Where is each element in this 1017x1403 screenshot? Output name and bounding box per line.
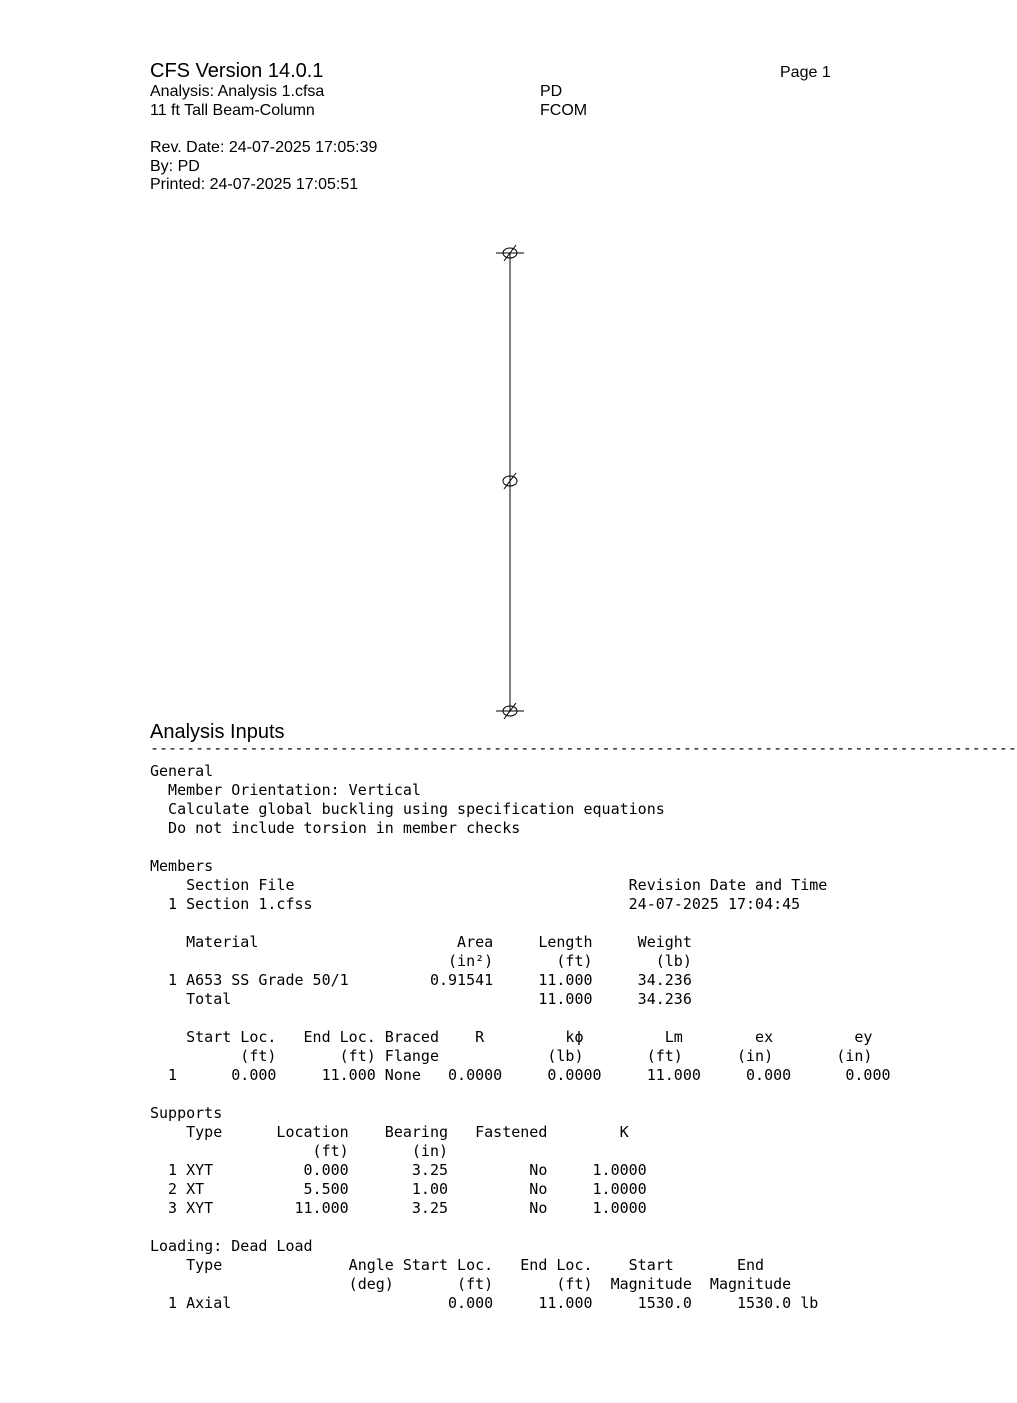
report-line: 1 XYT 0.000 3.25 No 1.0000 (150, 1161, 647, 1179)
report-line: 1 A653 SS Grade 50/1 0.91541 11.000 34.236 (150, 971, 692, 989)
report-line: Member Orientation: Vertical (150, 781, 421, 799)
model-description: 11 ft Tall Beam-Column (150, 102, 315, 119)
report-line: 1 Axial 0.000 11.000 1530.0 1530.0 lb (150, 1294, 819, 1312)
report-line: (in²) (ft) (lb) (150, 952, 692, 970)
report-line: (ft) (ft) Flange (lb) (ft) (in) (in) (150, 1047, 873, 1065)
report-line: Start Loc. End Loc. Braced R kϕ Lm ex ey (150, 1028, 873, 1046)
report-line: Calculate global buckling using specification equations (150, 800, 665, 818)
report-line: Loading: Dead Load (150, 1237, 313, 1255)
member-diagram (480, 235, 540, 725)
company-name: PD (540, 83, 563, 100)
report-line: General (150, 762, 214, 780)
report-line: 1 Section 1.cfss 24-07-2025 17:04:45 (150, 895, 801, 913)
program-version: CFS Version 14.0.1 (150, 60, 324, 82)
analysis-file: Analysis: Analysis 1.cfsa (150, 83, 325, 100)
report-line: 2 XT 5.500 1.00 No 1.0000 (150, 1180, 647, 1198)
report-line: Supports (150, 1104, 223, 1122)
section-rule: ------------------------------------------------------------------------------------------------ (150, 739, 1017, 757)
section-title: Analysis Inputs (150, 721, 285, 743)
report-line: (deg) (ft) (ft) Magnitude Magnitude (150, 1275, 792, 1293)
report-line: Section File Revision Date and Time (150, 876, 828, 894)
report-line: 1 0.000 11.000 None 0.0000 0.0000 11.000 0.000 0.000 (150, 1066, 891, 1084)
revision-date: Rev. Date: 24-07-2025 17:05:39 (150, 139, 378, 156)
page-number: Page 1 (780, 64, 831, 81)
report-line: Members (150, 857, 214, 875)
report-line: Type Location Bearing Fastened K (150, 1123, 629, 1141)
report-line: Do not include torsion in member checks (150, 819, 521, 837)
author: By: PD (150, 158, 200, 175)
report-line: (ft) (in) (150, 1142, 449, 1160)
report-line: Material Area Length Weight (150, 933, 692, 951)
report-line: 3 XYT 11.000 3.25 No 1.0000 (150, 1199, 647, 1217)
report-line: Total 11.000 34.236 (150, 990, 692, 1008)
project-name: FCOM (540, 102, 588, 119)
report-line: Type Angle Start Loc. End Loc. Start End (150, 1256, 765, 1274)
printed-date: Printed: 24-07-2025 17:05:51 (150, 176, 359, 193)
